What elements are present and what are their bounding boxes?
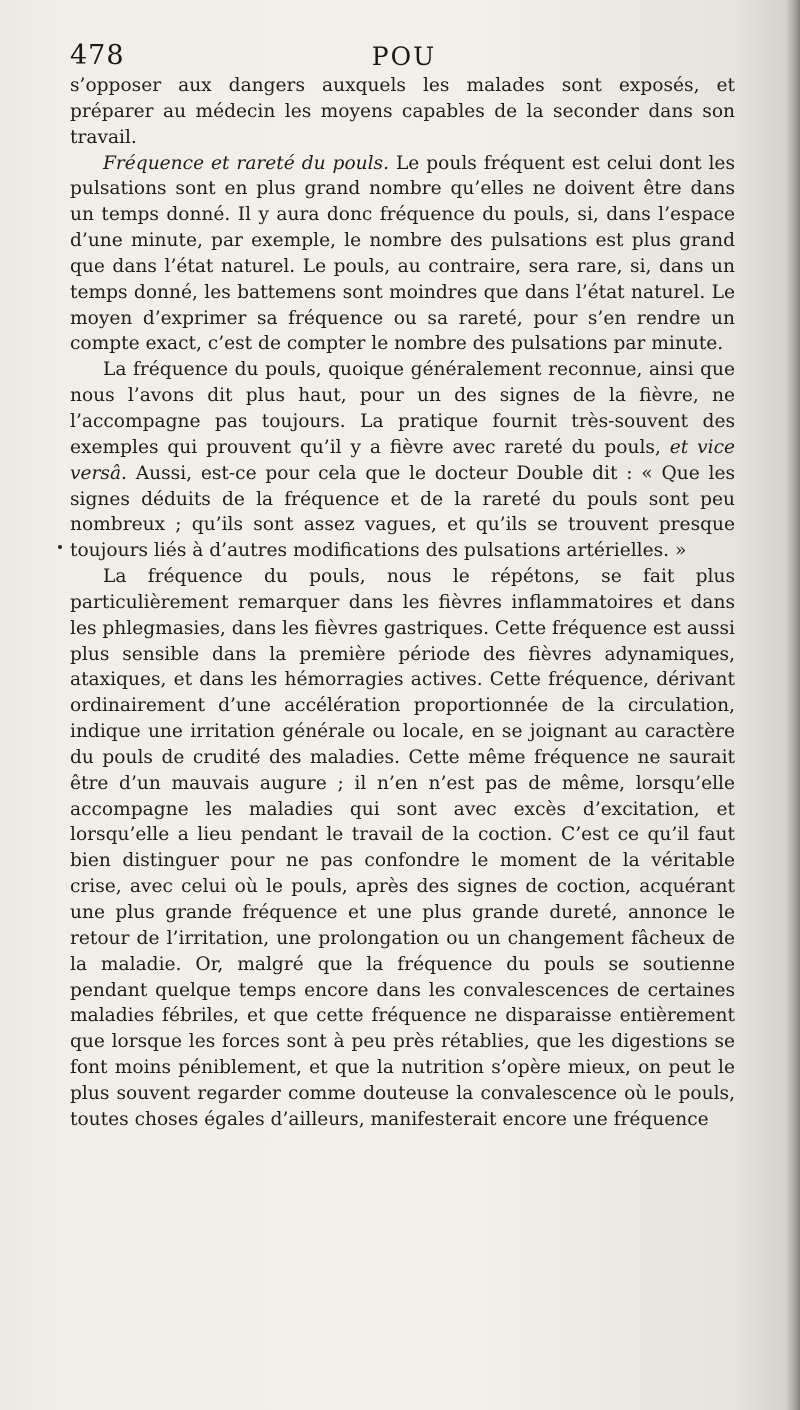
paragraph-fievre bbox=[70, 357, 735, 564]
page-edge-shadow bbox=[786, 0, 800, 1410]
paragraph-text-after: Aussi, est-ce pour cela que le docteur Double dit : « Que les signes déduits de la fréquence et de la rareté du pouls sont peu nombreux ; qu’ils sont assez vagues, et qu’ils se trouvent presque toujours liés à d’autres modifications des pulsations artérielles. » bbox=[70, 462, 735, 562]
section-lead: Fréquence et rareté du pouls. bbox=[103, 152, 390, 174]
paragraph-continuation: s’opposer aux dangers auxquels les malades sont exposés, et préparer au médecin les moyens capables de la seconder dans son travail. bbox=[70, 75, 735, 148]
italic-phrase: et vice versâ. bbox=[70, 436, 735, 484]
body-text bbox=[70, 73, 735, 1133]
page-header bbox=[70, 38, 738, 78]
page-number: 478 bbox=[70, 40, 125, 71]
paragraph-frequence bbox=[70, 151, 735, 358]
margin-mark bbox=[58, 545, 62, 549]
paragraph-text-before: La fréquence du pouls, quoique généralement reconnue, ainsi que nous l’avons dit plus haut, pour un des signes de la fièvre, ne l’accompagne pas toujours. La pratique fournit très-souvent des exemples qui prouvent qu’il y a fièvre avec rareté du pouls, bbox=[70, 359, 735, 458]
running-head: POU bbox=[371, 42, 437, 71]
paragraph-text: Le pouls fréquent est celui dont les pulsations sont en plus grand nombre qu’elles ne doivent être dans un temps donné. Il y aura donc fréquence du pouls, si, dans l’espace d’une minute, par exemple, le nombre des pulsations est plus grand que dans l’état naturel. Le pouls, au contraire, sera rare, si, dans un temps donné, les battemens sont moindres que dans l’état naturel. Le moyen d’exprimer sa fréquence ou sa rareté, pour s’en rendre un compte exact, c’est de compter le nombre des pulsations par minute. bbox=[70, 152, 735, 355]
paragraph-phlegmasies: La fréquence du pouls, nous le répétons, se fait plus particulièrement remarquer dans les fièvres inflammatoires et dans les phlegmasies, dans les fièvres gastriques. Cette fréquence est aussi plus sensible dans la première période des fièvres adynamiques, ataxiques, et dans les hémorragies actives. Cette fréquence, dérivant ordinairement d’une accélération proportionnée de la circulation, indique une irritation générale ou locale, en se joignant au caractère du pouls de crudité des maladies. Cette même fréquence ne saurait être d’un mauvais augure ; il n’en n’est pas de même, lorsqu’elle accompagne les maladies qui sont avec excès d’excitation, et lorsqu’elle a lieu pendant le travail de la coction. C’est ce qu’il faut bien distinguer pour ne pas confondre le moment de la véritable crise, avec celui où le pouls, après des signes de coction, acquérant une plus grande fréquence et une plus grande dureté, annonce le retour de l’irritation, une prolongation ou un changement fâcheux de la maladie. Or, malgré que la fréquence du pouls se soutienne pendant quelque temps encore dans les convalescences de certaines maladies fébriles, et que cette fréquence ne disparaisse entièrement que lorsque les forces sont à peu près rétablies, que les digestions se font moins péniblement, et que la nutrition s’opère mieux, on peut le plus souvent regarder comme douteuse la convalescence où le pouls, toutes choses égales d’ailleurs, manifesterait encore une fréquence bbox=[70, 566, 735, 1130]
